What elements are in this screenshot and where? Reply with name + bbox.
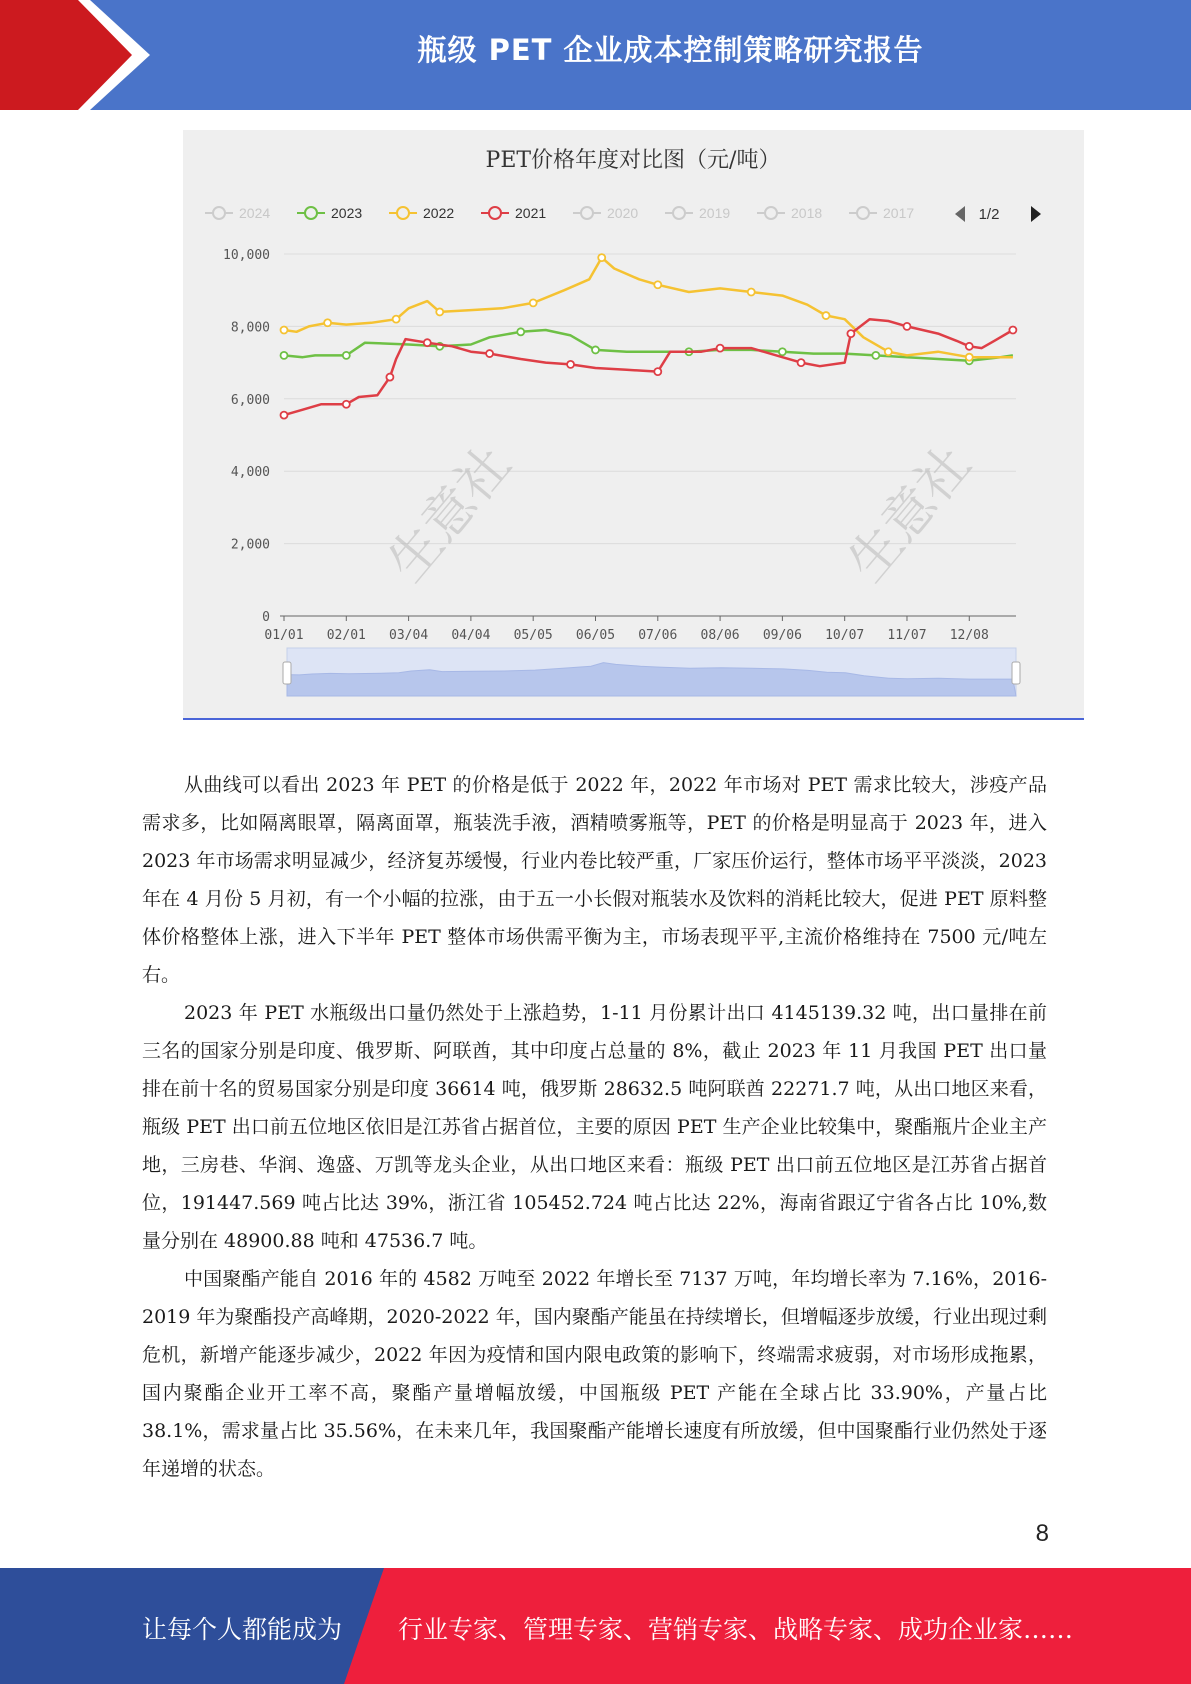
data-point: [324, 319, 331, 326]
y-axis: [223, 248, 270, 625]
paragraph-1: 从曲线可以看出 2023 年 PET 的价格是低于 2022 年，2022 年市场对 PET 需求比较大，涉疫产品需求多，比如隔离眼罩，隔离面罩，瓶装洗手液，酒精喷雾瓶等，PET 的价格是明显高于 2023 年，进入 2023 年市场需求明显减少，经济复苏缓慢，行业内卷比较严重，厂家压价运行，整体市场平平淡淡，2023 年在 4 月份 5 月初，有一个小幅的拉涨，由于五一小长假对瓶装水及饮料的消耗比较大，促进 PET 原料整体价格整体上涨，进入下半年 PET 整体市场供需平衡为主，市场表现平平,主流价格维持在 7500 元/吨左右。: [142, 774, 1047, 986]
legend-label: 2021: [515, 205, 547, 221]
chart-series: [281, 254, 1017, 418]
x-tick-label: 06/05: [575, 628, 616, 643]
x-axis: [264, 616, 1016, 643]
y-tick-label: 8,000: [230, 320, 270, 336]
x-tick-label: 04/04: [451, 628, 491, 643]
data-point: [592, 346, 599, 353]
data-point: [748, 289, 755, 296]
x-tick-label: 11/07: [887, 628, 927, 643]
legend-label: 2017: [883, 205, 915, 221]
data-point: [717, 345, 724, 352]
x-tick-label: 01/01: [264, 628, 304, 643]
data-point: [654, 281, 661, 288]
series-line-2021: [284, 319, 1013, 415]
x-tick-label: 03/04: [389, 628, 429, 643]
legend-item-2021: [481, 205, 546, 221]
price-chart: [183, 130, 1084, 720]
legend-item-2019: [665, 205, 730, 221]
legend-item-2022: [389, 205, 454, 221]
legend-prev-icon: [955, 206, 965, 222]
chart-legend: [205, 205, 1041, 223]
watermarks: [377, 435, 983, 593]
data-point: [885, 348, 892, 355]
legend-label: 2018: [791, 205, 823, 221]
data-point: [1009, 327, 1016, 334]
data-point: [530, 299, 537, 306]
legend-item-2017: [849, 205, 914, 221]
data-point: [486, 350, 493, 357]
data-point: [343, 352, 350, 359]
legend-label: 2020: [607, 205, 639, 221]
x-tick-label: 08/06: [700, 628, 740, 643]
data-point: [966, 354, 973, 361]
legend-item-2018: [757, 205, 822, 221]
watermark-text: 生意社: [836, 435, 984, 594]
legend-label: 2022: [423, 205, 455, 221]
legend-item-2020: [573, 205, 638, 221]
legend-item-2023: [297, 205, 362, 221]
legend-next-icon: [1031, 206, 1041, 222]
x-tick-label: 09/06: [762, 628, 802, 643]
x-tick-label: 02/01: [326, 628, 366, 643]
legend-item-2024: [205, 205, 270, 221]
header-arrow-decoration: [0, 0, 150, 110]
data-point: [281, 352, 288, 359]
footer-slogan-right: 行业专家、管理专家、营销专家、战略专家、成功企业家……: [398, 1615, 1074, 1644]
y-tick-label: 2,000: [230, 537, 270, 553]
slider-right-handle: [1012, 662, 1020, 684]
data-point: [966, 343, 973, 350]
y-tick-label: 4,000: [230, 465, 270, 481]
legend-marker: [305, 207, 317, 219]
data-point: [393, 316, 400, 323]
x-tick-label: 07/06: [638, 628, 678, 643]
data-point: [798, 359, 805, 366]
data-point: [872, 352, 879, 359]
data-point: [822, 312, 829, 319]
x-tick-label: 05/05: [513, 628, 553, 643]
data-point: [779, 348, 786, 355]
data-point: [386, 374, 393, 381]
price-chart-svg: [183, 130, 1084, 718]
y-tick-label: 0: [262, 610, 270, 625]
x-tick-label: 10/07: [825, 628, 865, 643]
paragraph-3: 中国聚酯产能自 2016 年的 4582 万吨至 2022 年增长至 7137 万吨，年均增长率为 7.16%，2016-2019 年为聚酯投产高峰期，2020-2022 年，国内聚酯产能虽在持续增长，但增幅逐步放缓，行业出现过剩危机，新增产能逐步减少，2022 年因为疫情和国内限电政策的影响下，终端需求疲弱，对市场形成拖累，国内聚酯企业开工率不高，聚酯产量增幅放缓，中国瓶级 PET 产能在全球占比 33.90%，产量占比 38.1%，需求量占比 35.56%，在未来几年，我国聚酯产能增长速度有所放缓，但中国聚酯行业仍然处于逐年递增的状态。: [142, 1268, 1047, 1480]
report-title: 瓶级 PET 企业成本控制策略研究报告: [417, 33, 924, 67]
legend-marker: [673, 207, 685, 219]
page-number: 8: [1035, 1520, 1049, 1547]
legend-label: 2023: [331, 205, 363, 221]
footer-slogan-left: 让每个人都能成为: [142, 1615, 343, 1644]
data-point: [281, 327, 288, 334]
data-point: [436, 308, 443, 315]
legend-marker: [765, 207, 777, 219]
legend-label: 2024: [239, 205, 271, 221]
legend-marker: [397, 207, 409, 219]
legend-marker: [857, 207, 869, 219]
legend-marker: [213, 207, 225, 219]
data-zoom-slider[interactable]: [283, 648, 1020, 696]
legend-marker: [489, 207, 501, 219]
series-2023: [281, 328, 1013, 364]
watermark-text: 生意社: [376, 435, 524, 594]
legend-label: 2019: [699, 205, 731, 221]
data-point: [903, 323, 910, 330]
y-tick-label: 6,000: [230, 392, 270, 408]
body-text: [142, 766, 1047, 1488]
data-point: [424, 339, 431, 346]
y-tick-label: 10,000: [223, 248, 270, 263]
data-point: [517, 328, 524, 335]
slider-left-handle: [283, 662, 291, 684]
legend-page-indicator: 1/2: [978, 206, 1000, 223]
data-point: [847, 330, 854, 337]
data-point: [567, 361, 574, 368]
data-point: [281, 412, 288, 419]
chart-title: PET价格年度对比图（元/吨）: [485, 148, 781, 173]
page-header: [0, 0, 1191, 110]
page-footer: [0, 1568, 1191, 1684]
x-tick-label: 12/08: [949, 628, 989, 643]
data-point: [654, 368, 661, 375]
legend-marker: [581, 207, 593, 219]
paragraph-2: 2023 年 PET 水瓶级出口量仍然处于上涨趋势，1-11 月份累计出口 4145139.32 吨，出口量排在前三名的国家分别是印度、俄罗斯、阿联酋，其中印度占总量的 8%，截止 2023 年 11 月我国 PET 出口量排在前十名的贸易国家分别是印度 36614 吨，俄罗斯 28632.5 吨阿联酋 22271.7 吨，从出口地区来看，瓶级 PET 出口前五位地区依旧是江苏省占据首位，主要的原因 PET 生产企业比较集中，聚酯瓶片企业主产地，三房巷、华润、逸盛、万凯等龙头企业，从出口地区来看：瓶级 PET 出口前五位地区是江苏省占据首位，191447.569 吨占比达 39%，浙江省 105452.724 吨占比达 22%，海南省跟辽宁省各占比 10%,数量分别在 48900.88 吨和 47536.7 吨。: [142, 1002, 1047, 1252]
series-line-2023: [284, 330, 1013, 361]
data-point: [343, 401, 350, 408]
series-2021: [281, 319, 1017, 418]
series-line-2022: [284, 258, 1013, 358]
data-point: [598, 254, 605, 261]
